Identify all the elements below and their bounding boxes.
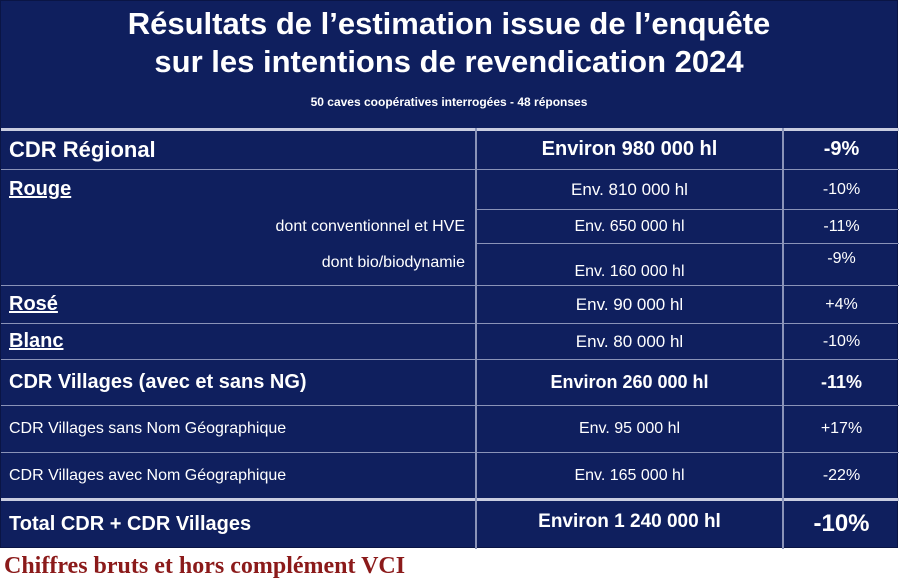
row-change: -11% <box>823 217 860 235</box>
table-row <box>1 453 899 498</box>
row-volume: Env. 810 000 hl <box>571 179 688 199</box>
row-change: -11% <box>820 372 863 392</box>
row-label: Blanc <box>9 330 64 352</box>
subtitle: 50 caves coopératives interrogées - 48 réponses <box>310 95 588 109</box>
row-label: Total CDR + CDR Villages <box>9 512 252 535</box>
title-line-2: sur les intentions de revendication 2024 <box>154 44 744 79</box>
row-change: +17% <box>820 420 863 437</box>
row-change: -10% <box>822 180 861 198</box>
title-line-1: Résultats de l’estimation issue de l’enquête <box>127 6 771 41</box>
row-change: -9% <box>827 250 856 267</box>
row-change: +4% <box>825 295 858 313</box>
table-row <box>1 130 899 169</box>
total-row <box>1 501 899 547</box>
table-row <box>1 324 899 359</box>
row-volume: Environ 1 240 000 hl <box>538 511 721 532</box>
table-row <box>1 406 899 452</box>
row-volume: Environ 980 000 hl <box>541 138 718 160</box>
row-label: Rosé <box>9 293 58 315</box>
row-volume: Env. 90 000 hl <box>575 294 684 314</box>
row-label: dont bio/biodynamie <box>321 254 465 271</box>
row-volume: Env. 650 000 hl <box>574 217 685 235</box>
row-volume: Env. 160 000 hl <box>574 263 685 280</box>
table-row <box>1 210 899 243</box>
row-change: -10% <box>822 332 861 350</box>
footer-note: Chiffres bruts et hors complément VCI <box>4 553 406 579</box>
row-label: CDR Régional <box>9 136 156 162</box>
row-volume: Environ 260 000 hl <box>550 372 709 392</box>
row-change: -22% <box>822 466 861 484</box>
row-label: Rouge <box>9 178 72 200</box>
table-row <box>1 170 899 209</box>
row-volume: Env. 95 000 hl <box>578 420 681 437</box>
row-volume: Env. 165 000 hl <box>574 466 685 484</box>
row-label: CDR Villages sans Nom Géographique <box>9 420 287 437</box>
row-label: CDR Villages avec Nom Géographique <box>9 466 287 484</box>
row-label: dont conventionnel et HVE <box>275 217 465 235</box>
row-change: -10% <box>813 510 870 537</box>
table-row <box>1 286 899 323</box>
table-row <box>1 244 899 285</box>
row-change: -9% <box>823 138 860 160</box>
row-label: CDR Villages (avec et sans NG) <box>9 371 307 393</box>
table-row <box>1 360 899 405</box>
row-volume: Env. 80 000 hl <box>575 331 684 351</box>
